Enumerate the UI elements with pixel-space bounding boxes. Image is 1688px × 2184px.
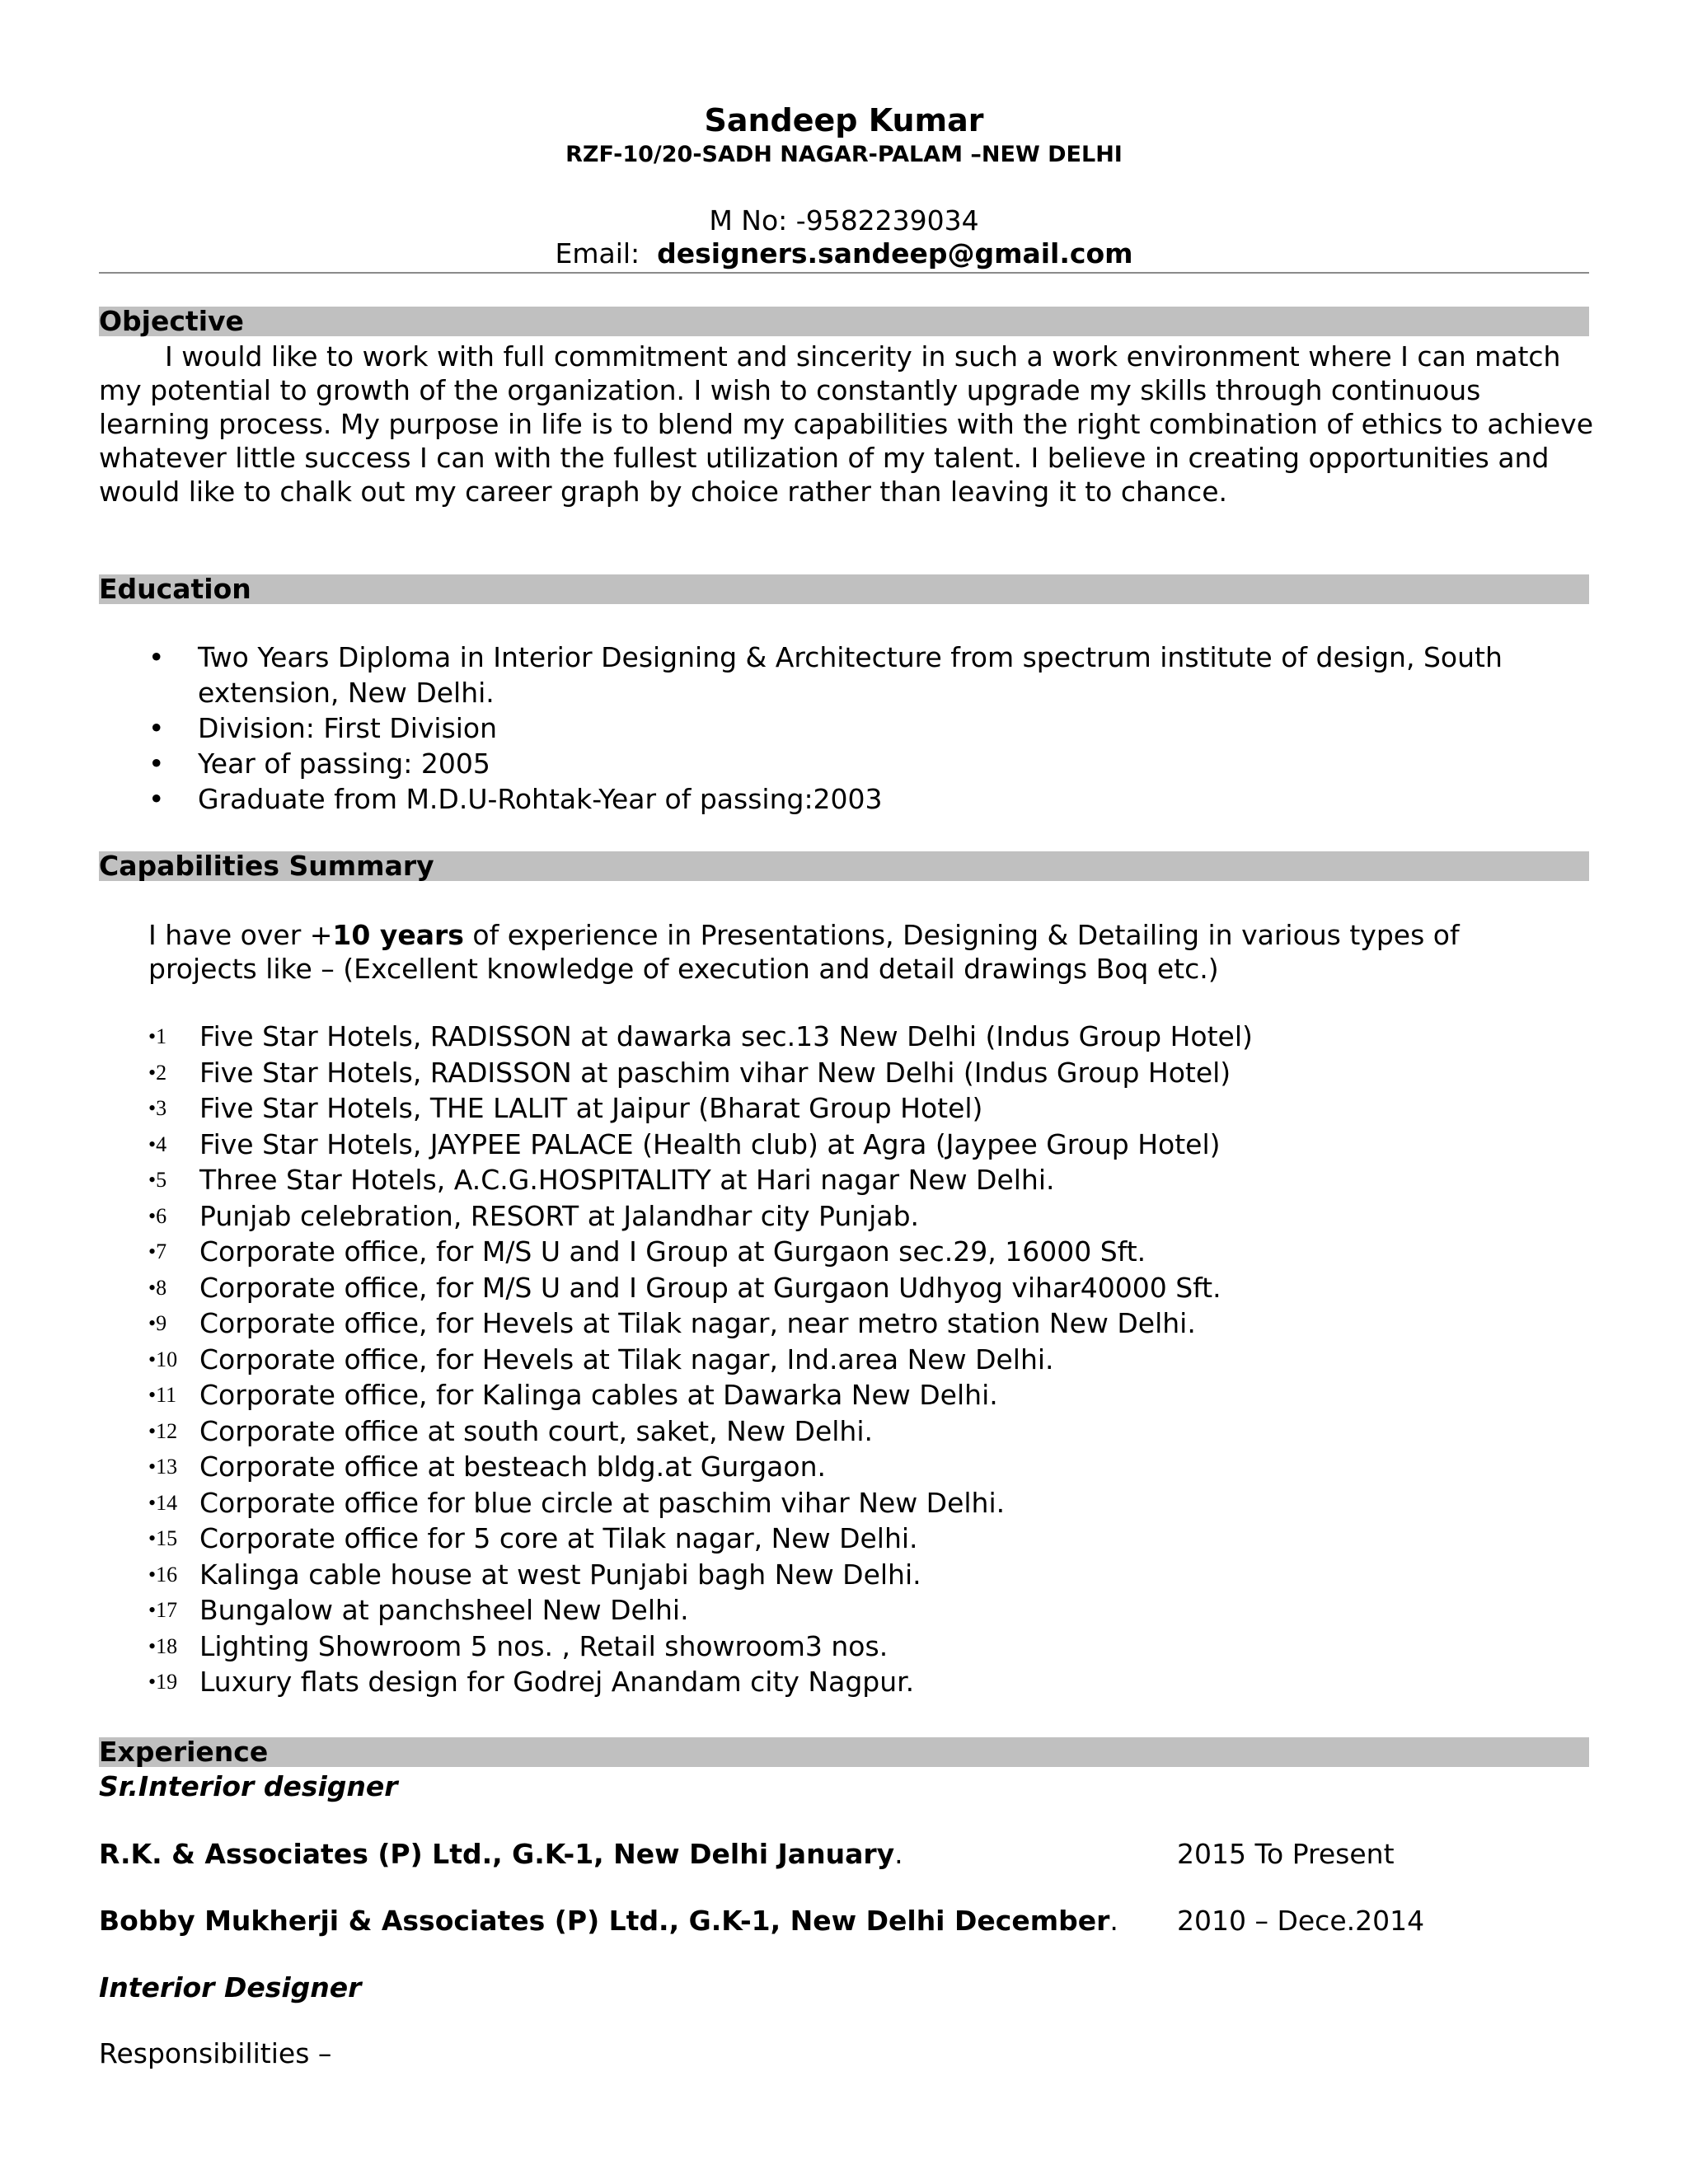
email-line [0, 236, 1688, 272]
capabilities-heading-band [99, 851, 1589, 881]
objective-heading-band [99, 307, 1589, 336]
job-entry-company: Bobby Mukherji & Associates (P) Ltd., G.K-1, New Delhi December. [99, 1905, 1118, 1937]
list-item: • Year of passing: 2005 [148, 748, 490, 780]
list-item: •2 Five Star Hotels, RADISSON at paschim vihar New Delhi (Indus Group Hotel) [148, 1056, 1231, 1089]
list-item: •6 Punjab celebration, RESORT at Jalandhar city Punjab. [148, 1199, 920, 1232]
email-label: Email: [555, 237, 640, 269]
list-item: •19 Luxury flats design for Godrej Anandam city Nagpur. [148, 1666, 915, 1698]
email-address: designers.sandeep@gmail.com [657, 237, 1133, 269]
list-item: • Division: First Division [148, 712, 498, 744]
list-item: •5 Three Star Hotels, A.C.G.HOSPITALITY at Hari nagar New Delhi. [148, 1164, 1055, 1196]
phone-number: M No: -9582239034 [709, 204, 979, 237]
role-senior-title: Sr.Interior designer [99, 1770, 398, 1802]
list-item: •12 Corporate office at south court, saket, New Delhi. [148, 1414, 874, 1447]
capabilities-intro: I have over +10 years of experience in Presentations, Designing & Detailing in various types of projects like – (Excellent knowledge of execution and detail drawings Boq etc.) [148, 919, 1460, 985]
list-item: • Graduate from M.D.U-Rohtak-Year of passing:2003 [148, 783, 883, 815]
experience-heading: Experience [99, 1736, 269, 1768]
experience-heading-band [99, 1737, 1589, 1767]
header-divider [99, 272, 1589, 274]
objective-heading: Objective [99, 305, 244, 337]
education-heading-band [99, 574, 1589, 604]
list-item: •17 Bungalow at panchsheel New Delhi. [148, 1594, 689, 1626]
job-entry-company: R.K. & Associates (P) Ltd., G.K-1, New Delhi January. [99, 1838, 903, 1870]
list-item: •14 Corporate office for blue circle at paschim vihar New Delhi. [148, 1486, 1006, 1519]
list-item: •1 Five Star Hotels, RADISSON at dawarka sec.13 New Delhi (Indus Group Hotel) [148, 1020, 1253, 1052]
list-item: •9 Corporate office, for Hevels at Tilak nagar, near metro station New Delhi. [148, 1307, 1196, 1339]
list-item: •15 Corporate office for 5 core at Tilak nagar, New Delhi. [148, 1522, 918, 1554]
list-item: •16 Kalinga cable house at west Punjabi bagh New Delhi. [148, 1558, 921, 1591]
years-highlight: 10 years [332, 919, 464, 951]
list-item: •10 Corporate office, for Hevels at Tilak nagar, Ind.area New Delhi. [148, 1343, 1054, 1376]
education-heading: Education [99, 573, 251, 605]
list-item: • Two Years Diploma in Interior Designing & Architecture from spectrum institute of design, South extension, New Delhi. [148, 641, 1503, 709]
objective-text [99, 340, 1599, 509]
education-list [99, 640, 1582, 817]
list-item: •4 Five Star Hotels, JAYPEE PALACE (Health club) at Agra (Jaypee Group Hotel) [148, 1127, 1221, 1160]
responsibilities-label: Responsibilities – [99, 2037, 332, 2069]
projects-list [148, 1019, 1550, 1700]
list-item: •3 Five Star Hotels, THE LALIT at Jaipur (Bharat Group Hotel) [148, 1092, 983, 1124]
list-item: •7 Corporate office, for M/S U and I Group at Gurgaon sec.29, 16000 Sft. [148, 1235, 1146, 1268]
list-item: •11 Corporate office, for Kalinga cables at Dawarka New Delhi. [148, 1379, 998, 1411]
job-entry-period: 2015 To Present [1177, 1838, 1395, 1870]
address: RZF-10/20-SADH NAGAR-PALAM –NEW DELHI [565, 142, 1123, 167]
role-title: Interior Designer [99, 1971, 362, 2004]
list-item: •8 Corporate office, for M/S U and I Group at Gurgaon Udhyog vihar40000 Sft. [148, 1271, 1221, 1304]
list-item: •18 Lighting Showroom 5 nos. , Retail showroom3 nos. [148, 1629, 889, 1662]
candidate-name: Sandeep Kumar [704, 102, 984, 138]
objective-paragraph: I would like to work with full commitment and sincerity in such a work environment where I can match my potential to growth of the organization. I wish to constantly upgrade my skills through continuous learning process. My purpose in life is to blend my capabilities with the right combination of ethics to achieve whatever little success I can with the fullest utilization of my talent. I believe in creating opportunities and would like to chalk out my career graph by choice rather than leaving it to chance. [99, 340, 1594, 508]
job-entry-period: 2010 – Dece.2014 [1177, 1905, 1425, 1937]
capabilities-heading: Capabilities Summary [99, 850, 434, 882]
list-item: •13 Corporate office at besteach bldg.at Gurgaon. [148, 1451, 826, 1483]
